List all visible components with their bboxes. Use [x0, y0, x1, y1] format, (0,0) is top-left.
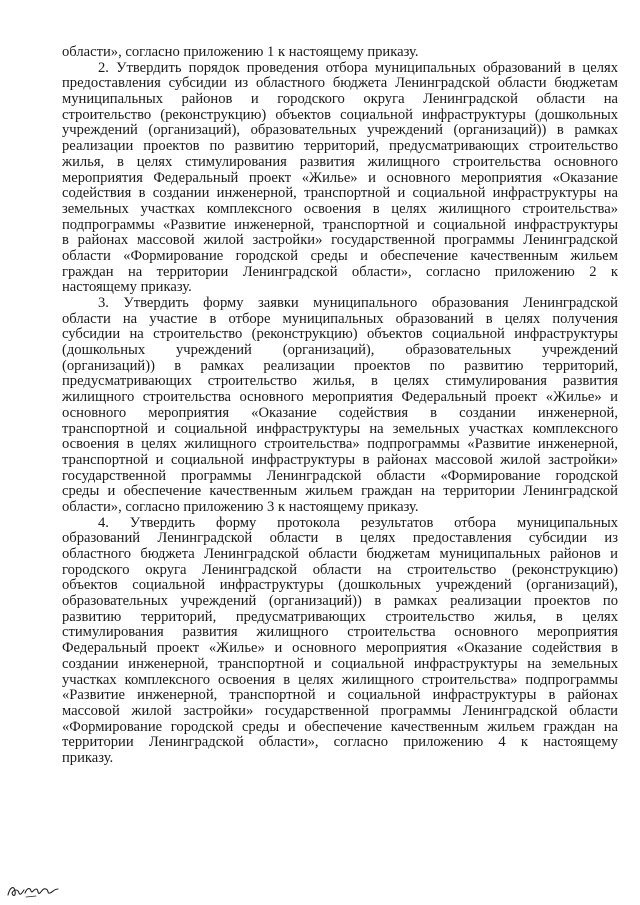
- text-line: граждан на территории Ленинградской области», согласно приложению 2 к: [62, 263, 618, 280]
- paragraph-p1-tail: [62, 45, 618, 61]
- text-line: земельных участках комплексного освоения в целях жилищного строительства»: [62, 200, 618, 217]
- text-line: приказу.: [62, 749, 114, 766]
- text-line: городского округа Ленинградской области на строительство (реконструкцию): [62, 561, 618, 578]
- document-body: [62, 45, 618, 767]
- text-line: участках комплексного освоения в целях жилищного строительства» подпрограммы: [62, 671, 618, 688]
- text-line: «Формирование городской среды и обеспечение качественным жильем граждан на: [62, 718, 618, 735]
- text-line: транспортной и социальной инфраструктуры в районах массовой жилой застройки»: [62, 451, 618, 468]
- text-line: стимулирования развития жилищного строительства основного мероприятия: [62, 624, 618, 641]
- text-line: жилья, в целях стимулирования развития жилищного строительства основного: [62, 153, 618, 170]
- text-line: 3. Утвердить форму заявки муниципального образования Ленинградской: [98, 295, 618, 311]
- text-line: основного мероприятия «Оказание содействия в создании инженерной,: [62, 404, 618, 421]
- paragraph-p4: [62, 516, 618, 767]
- text-line: «Развитие инженерной, транспортной и социальной инфраструктуры в районах: [62, 687, 618, 704]
- text-line: строительство (реконструкцию) объектов социальной инфраструктуры (дошкольных: [62, 106, 618, 123]
- text-line: настоящему приказу.: [62, 279, 192, 296]
- text-line: образовательных учреждений (организаций)) в рамках реализации проектов по: [62, 593, 618, 610]
- text-line: мероприятия Федеральный проект «Жилье» и основного мероприятия «Оказание: [62, 169, 618, 186]
- text-line: реализации проектов по развитию территорий, предусматривающих строительство: [62, 138, 618, 155]
- text-line: муниципальных районов и городского округа Ленинградской области на: [62, 91, 618, 108]
- text-line: 4. Утвердить форму протокола результатов отбора муниципальных: [98, 514, 618, 531]
- text-line: области «Формирование городской среды и обеспечение качественным жильем: [62, 247, 618, 264]
- text-line: развитию территорий, предусматривающих строительство жилья, в целях: [62, 608, 618, 625]
- text-line: учреждений (организаций), образовательных учреждений (организаций)) в рамках: [62, 122, 618, 139]
- handwritten-initials: [6, 881, 62, 899]
- text-line: массовой жилой застройки» государственной программы Ленинградской области: [62, 702, 618, 719]
- text-line: (дошкольных учреждений (организаций), образовательных учреждений: [62, 342, 618, 359]
- text-line: жилищного строительства основного мероприятия Федеральный проект «Жилье» и: [62, 389, 618, 406]
- text-line: предусматривающих строительство жилья, в целях стимулирования развития: [62, 373, 618, 390]
- text-line: (организаций)) в рамках реализации проектов по развитию территорий,: [62, 357, 618, 374]
- text-line: образований Ленинградской области в целях предоставления субсидии из: [62, 530, 618, 547]
- text-line: субсидии на строительство (реконструкцию) объектов социальной инфраструктуры: [62, 326, 618, 343]
- text-line: предоставления субсидии из областного бюджета Ленинградской области бюджетам: [62, 75, 618, 92]
- text-line: областного бюджета Ленинградской области бюджетам муниципальных районов и: [62, 546, 618, 562]
- text-line: государственной программы Ленинградской области «Формирование городской: [62, 467, 618, 484]
- text-line: создании инженерной, транспортной и социальной инфраструктуры на земельных: [62, 655, 618, 672]
- text-line: Федеральный проект «Жилье» и основного мероприятия «Оказание содействия в: [62, 640, 618, 657]
- text-line: области на участие в отборе муниципальных образований в целях получения: [62, 310, 618, 327]
- text-line: содействия в создании инженерной, транспортной и социальной инфраструктуры на: [62, 185, 618, 202]
- text-line: в районах массовой жилой застройки» государственной программы Ленинградской: [62, 232, 618, 249]
- paragraph-p3: [62, 296, 618, 516]
- text-line: транспортной и социальной инфраструктуры на земельных участках комплексного: [62, 420, 618, 437]
- paragraph-p2: [62, 61, 618, 296]
- text-line: среды и обеспечение качественным жильем граждан на территории Ленинградской: [62, 483, 618, 500]
- text-line: объектов социальной инфраструктуры (дошкольных учреждений (организаций),: [62, 577, 618, 594]
- text-line: области», согласно приложению 3 к настоящему приказу.: [62, 498, 419, 515]
- text-line: 2. Утвердить порядок проведения отбора муниципальных образований в целях: [98, 59, 618, 76]
- text-line: области», согласно приложению 1 к настоящему приказу.: [62, 44, 419, 60]
- text-line: территории Ленинградской области», согласно приложению 4 к настоящему: [62, 734, 618, 751]
- text-line: подпрограммы «Развитие инженерной, транспортной и социальной инфраструктуры: [62, 216, 618, 233]
- text-line: освоения в целях жилищного строительства» подпрограммы «Развитие инженерной,: [62, 436, 618, 453]
